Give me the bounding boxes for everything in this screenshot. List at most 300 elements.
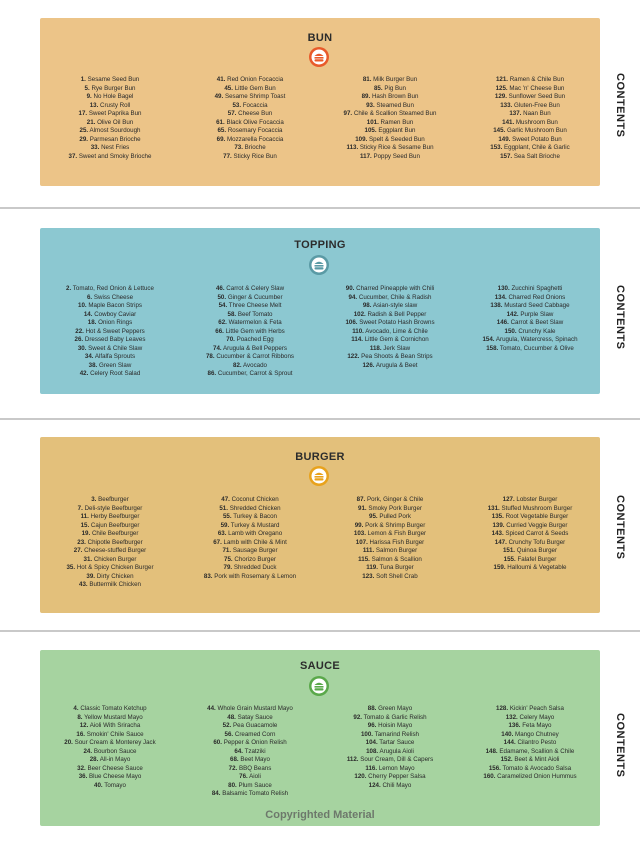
recipe-number: 69. [216, 135, 226, 143]
recipe-number: 11. [80, 513, 89, 520]
recipe-entry[interactable] [460, 144, 600, 153]
recipe-entry[interactable] [40, 714, 180, 723]
recipe-name: Carrot & Beet Slaw [510, 319, 564, 326]
recipe-name: Avocado, Lime & Chile [365, 327, 428, 335]
recipe-entry[interactable] [320, 782, 460, 791]
recipe-number: 10. [78, 302, 87, 309]
recipe-name: Cucumber & Carrot Ribbons [216, 353, 295, 360]
recipe-entry[interactable] [320, 496, 460, 505]
recipe-entry[interactable] [320, 294, 460, 303]
recipe-entry[interactable] [460, 153, 600, 162]
recipe-number: 49. [214, 93, 224, 100]
recipe-number: 131. [487, 504, 500, 512]
recipe-entry[interactable] [180, 285, 320, 294]
recipe-entry[interactable] [320, 556, 460, 565]
recipe-entry[interactable] [40, 731, 180, 740]
recipe-entry[interactable] [460, 345, 600, 354]
recipe-name: Sour Cream, Dill & Capers [360, 756, 434, 763]
recipe-number: 132. [505, 713, 518, 721]
recipe-number: 30. [77, 344, 87, 352]
recipe-entry[interactable] [40, 93, 180, 102]
recipe-entry[interactable] [460, 294, 600, 303]
contents-column [460, 285, 600, 379]
recipe-number: 41. [216, 76, 226, 83]
recipe-entry[interactable] [40, 773, 180, 782]
recipe-number: 40. [94, 781, 103, 789]
recipe-name: Hoisin Mayo [378, 722, 413, 729]
section-divider [0, 630, 640, 632]
recipe-entry[interactable] [460, 773, 600, 782]
recipe-number: 115. [358, 555, 370, 563]
recipe-number: 145. [493, 127, 506, 134]
recipe-name: Chicken Burger [93, 555, 137, 563]
recipe-entry[interactable] [320, 513, 460, 522]
recipe-name: Charred Pineapple with Chili [356, 285, 435, 292]
recipe-name: Creamed Corn [234, 730, 276, 738]
recipe-entry[interactable] [40, 513, 180, 522]
recipe-number: 110. [352, 327, 364, 335]
contents-column [40, 76, 180, 161]
recipe-name: Aioli [249, 773, 261, 780]
recipe-number: 82. [233, 361, 242, 369]
recipe-name: Satay Sauce [237, 713, 273, 721]
recipe-entry[interactable] [320, 85, 460, 94]
recipe-name: Beer Cheese Sauce [87, 764, 143, 772]
recipe-entry[interactable] [460, 530, 600, 539]
recipe-name: Stuffed Mushroom Burger [501, 504, 573, 512]
recipe-entry[interactable] [180, 85, 320, 94]
recipe-entry[interactable] [40, 85, 180, 94]
recipe-name: Whole Grain Mustard Mayo [217, 705, 293, 712]
recipe-entry[interactable] [180, 76, 320, 85]
recipe-name: Carrot & Celery Slaw [226, 285, 285, 292]
contents-side-label: CONTENTS [614, 712, 626, 778]
recipe-entry[interactable] [180, 539, 320, 548]
recipe-entry[interactable] [460, 722, 600, 731]
recipe-entry[interactable] [460, 119, 600, 128]
recipe-entry[interactable] [320, 714, 460, 723]
recipe-entry[interactable] [460, 76, 600, 85]
recipe-entry[interactable] [460, 756, 600, 765]
recipe-name: Deli-style Beefburger [84, 504, 143, 512]
recipe-name: Mushroom Bun [515, 118, 558, 126]
recipe-entry[interactable] [40, 76, 180, 85]
recipe-entry[interactable] [40, 547, 180, 556]
recipe-entry[interactable] [40, 748, 180, 757]
recipe-entry[interactable] [460, 110, 600, 119]
recipe-entry[interactable] [40, 119, 180, 128]
recipe-name: Smokin' Chile Sauce [86, 730, 144, 738]
recipe-number: 92. [353, 713, 363, 721]
recipe-number: 128. [496, 705, 509, 712]
recipe-number: 78. [205, 353, 215, 360]
recipe-number: 39. [86, 572, 96, 580]
recipe-entry[interactable] [40, 345, 180, 354]
recipe-number: 152. [500, 756, 513, 763]
recipe-entry[interactable] [40, 328, 180, 337]
recipe-number: 48. [227, 713, 236, 721]
recipe-entry[interactable] [460, 319, 600, 328]
recipe-number: 153. [490, 144, 503, 151]
recipe-name: Tuna Burger [379, 564, 414, 571]
recipe-name: Balsamic Tomato Relish [222, 790, 289, 797]
recipe-entry[interactable] [460, 522, 600, 531]
recipe-entry[interactable] [180, 319, 320, 328]
recipe-number: 20. [64, 739, 73, 746]
recipe-entry[interactable] [320, 573, 460, 582]
recipe-name: Arugula Aioli [379, 747, 414, 755]
recipe-name: Arugula & Beet [375, 361, 418, 369]
recipe-number: 138. [490, 302, 503, 309]
recipe-entry[interactable] [320, 336, 460, 345]
recipe-entry[interactable] [180, 505, 320, 514]
recipe-entry[interactable] [40, 739, 180, 748]
recipe-entry[interactable] [460, 102, 600, 111]
recipe-name: Classic Tomato Ketchup [80, 705, 147, 712]
recipe-entry[interactable] [180, 336, 320, 345]
recipe-entry[interactable] [320, 564, 460, 573]
recipe-name: Almost Sourdough [89, 127, 141, 134]
recipe-name: Smoky Pork Burger [368, 504, 422, 512]
recipe-name: Mac 'n' Cheese Bun [509, 84, 565, 92]
recipe-entry[interactable] [320, 319, 460, 328]
recipe-entry[interactable] [180, 782, 320, 791]
recipe-name: Shredded Chicken [229, 504, 281, 512]
recipe-entry[interactable] [180, 328, 320, 337]
recipe-entry[interactable] [180, 144, 320, 153]
recipe-entry[interactable] [40, 765, 180, 774]
section-divider [0, 207, 640, 209]
recipe-name: Celery Root Salad [90, 370, 141, 377]
recipe-entry[interactable] [40, 581, 180, 590]
recipe-entry[interactable] [460, 93, 600, 102]
recipe-entry[interactable] [460, 539, 600, 548]
recipe-entry[interactable] [180, 136, 320, 145]
recipe-entry[interactable] [180, 722, 320, 731]
recipe-number: 118. [369, 344, 382, 352]
contents-column [40, 705, 180, 799]
recipe-name: Zucchini Spaghetti [511, 285, 563, 292]
recipe-entry[interactable] [40, 336, 180, 345]
recipe-entry[interactable] [320, 731, 460, 740]
recipe-number: 134. [494, 293, 507, 301]
contents-column [180, 76, 320, 161]
recipe-number: 107. [355, 538, 368, 546]
recipe-entry[interactable] [40, 556, 180, 565]
recipe-entry[interactable] [180, 119, 320, 128]
contents-column [40, 285, 180, 379]
recipe-entry[interactable] [180, 353, 320, 362]
contents-columns [40, 705, 600, 799]
recipe-entry[interactable] [180, 513, 320, 522]
recipe-entry[interactable] [320, 119, 460, 128]
recipe-entry[interactable] [40, 573, 180, 582]
recipe-entry[interactable] [320, 739, 460, 748]
contents-column [460, 76, 600, 161]
recipe-entry[interactable] [460, 127, 600, 136]
recipe-number: 119. [366, 564, 378, 571]
recipe-name: Arugula & Bell Peppers [223, 344, 287, 352]
recipe-entry[interactable] [320, 110, 460, 119]
recipe-number: 54. [218, 302, 228, 309]
recipe-number: 76. [239, 773, 248, 780]
sauce-icon [308, 675, 330, 697]
recipe-name: Sesame Seed Bun [87, 76, 140, 83]
recipe-entry[interactable] [40, 564, 180, 573]
recipe-number: 50. [217, 293, 227, 301]
recipe-entry[interactable] [180, 705, 320, 714]
recipe-number: 2. [66, 285, 72, 292]
recipe-entry[interactable] [320, 153, 460, 162]
recipe-entry[interactable] [40, 362, 180, 371]
recipe-entry[interactable] [320, 505, 460, 514]
recipe-entry[interactable] [320, 93, 460, 102]
recipe-entry[interactable] [180, 714, 320, 723]
recipe-entry[interactable] [40, 530, 180, 539]
recipe-number: 111. [362, 547, 375, 554]
recipe-number: 140. [501, 730, 514, 738]
watermark-bottom: Copyrighted Material [265, 809, 375, 821]
recipe-number: 147. [494, 538, 507, 546]
recipe-entry[interactable] [460, 136, 600, 145]
recipe-number: 34. [84, 353, 94, 360]
recipe-name: Harissa Fish Burger [369, 538, 425, 546]
recipe-entry[interactable] [460, 336, 600, 345]
recipe-number: 36. [78, 773, 88, 780]
recipe-name: Charred Red Onions [508, 293, 566, 301]
recipe-entry[interactable] [180, 522, 320, 531]
recipe-entry[interactable] [40, 144, 180, 153]
recipe-name: Green Mayo [378, 705, 413, 712]
recipe-name: Falafel Burger [517, 555, 557, 563]
recipe-name: Shredded Duck [233, 564, 277, 571]
recipe-name: Turkey & Bacon [233, 513, 277, 520]
recipe-name: Beefburger [98, 496, 129, 503]
recipe-number: 85. [373, 84, 383, 92]
recipe-entry[interactable] [320, 136, 460, 145]
recipe-number: 155. [503, 555, 516, 563]
recipe-entry[interactable] [180, 765, 320, 774]
recipe-entry[interactable] [180, 556, 320, 565]
recipe-entry[interactable] [40, 319, 180, 328]
recipe-entry[interactable] [460, 556, 600, 565]
recipe-entry[interactable] [40, 722, 180, 731]
recipe-entry[interactable] [180, 731, 320, 740]
recipe-entry[interactable] [460, 285, 600, 294]
recipe-entry[interactable] [460, 748, 600, 757]
recipe-name: Milk Burger Bun [373, 76, 418, 83]
recipe-entry[interactable] [40, 782, 180, 791]
recipe-number: 9. [86, 93, 92, 100]
recipe-entry[interactable] [460, 513, 600, 522]
recipe-name: Sticky Rice & Sesame Bun [359, 144, 434, 151]
recipe-entry[interactable] [180, 748, 320, 757]
recipe-entry[interactable] [320, 127, 460, 136]
recipe-entry[interactable] [320, 285, 460, 294]
recipe-entry[interactable] [40, 505, 180, 514]
recipe-number: 88. [367, 705, 377, 712]
recipe-name: Parmesan Brioche [89, 135, 141, 143]
recipe-number: 32. [77, 764, 86, 772]
recipe-name: Beef Tomato [237, 310, 273, 318]
recipe-number: 98. [362, 302, 372, 309]
recipe-number: 114. [351, 336, 363, 343]
recipe-name: Turkey & Mustard [230, 521, 280, 529]
recipe-number: 29. [79, 135, 88, 143]
recipe-entry[interactable] [40, 353, 180, 362]
recipe-number: 100. [360, 730, 374, 738]
recipe-entry[interactable] [180, 102, 320, 111]
recipe-name: Cheese Bun [238, 110, 273, 117]
recipe-entry[interactable] [180, 739, 320, 748]
recipe-number: 86. [207, 370, 217, 377]
recipe-entry[interactable] [320, 102, 460, 111]
recipe-entry[interactable] [460, 564, 600, 573]
recipe-number: 67. [213, 538, 222, 546]
recipe-number: 35. [66, 564, 76, 571]
recipe-number: 7. [77, 504, 83, 512]
recipe-entry[interactable] [460, 714, 600, 723]
recipe-number: 95. [369, 513, 378, 520]
recipe-entry[interactable] [180, 564, 320, 573]
recipe-number: 117. [360, 152, 372, 160]
recipe-name: Lamb with Oregano [228, 530, 283, 537]
recipe-entry[interactable] [460, 496, 600, 505]
recipe-entry[interactable] [460, 731, 600, 740]
recipe-entry[interactable] [180, 153, 320, 162]
recipe-entry[interactable] [40, 136, 180, 145]
recipe-entry[interactable] [320, 362, 460, 371]
recipe-name: Jerk Slaw [383, 344, 411, 352]
recipe-name: Sour Cream & Monterey Jack [74, 739, 156, 746]
recipe-entry[interactable] [180, 756, 320, 765]
recipe-name: Cilantro Pesto [517, 739, 557, 746]
recipe-entry[interactable] [320, 522, 460, 531]
recipe-entry[interactable] [460, 765, 600, 774]
recipe-entry[interactable] [180, 573, 320, 582]
recipe-entry[interactable] [40, 705, 180, 714]
recipe-name: Chorizo Burger [234, 555, 276, 563]
recipe-entry[interactable] [180, 345, 320, 354]
recipe-number: 130. [497, 285, 510, 292]
recipe-entry[interactable] [40, 294, 180, 303]
recipe-entry[interactable] [40, 102, 180, 111]
recipe-entry[interactable] [180, 362, 320, 371]
recipe-number: 24. [83, 747, 93, 755]
recipe-entry[interactable] [320, 547, 460, 556]
recipe-number: 120. [354, 773, 367, 780]
recipe-name: Root Vegetable Burger [505, 513, 569, 520]
recipe-entry[interactable] [320, 76, 460, 85]
recipe-number: 160. [483, 773, 496, 780]
recipe-entry[interactable] [40, 285, 180, 294]
recipe-number: 125. [495, 84, 508, 92]
recipe-entry[interactable] [460, 739, 600, 748]
recipe-entry[interactable] [460, 505, 600, 514]
contents-side-label: CONTENTS [614, 72, 626, 138]
recipe-name: Pork, Ginger & Chile [366, 496, 424, 503]
recipe-name: Sea Salt Brioche [513, 152, 560, 160]
recipe-entry[interactable] [180, 530, 320, 539]
recipe-number: 75. [224, 555, 233, 563]
recipe-entry[interactable] [40, 110, 180, 119]
recipe-entry[interactable] [320, 705, 460, 714]
recipe-entry[interactable] [320, 302, 460, 311]
recipe-entry[interactable] [460, 85, 600, 94]
recipe-entry[interactable] [180, 311, 320, 320]
recipe-entry[interactable] [180, 302, 320, 311]
recipe-entry[interactable] [460, 302, 600, 311]
recipe-entry[interactable] [180, 547, 320, 556]
recipe-entry[interactable] [40, 127, 180, 136]
recipe-number: 12. [79, 722, 89, 729]
recipe-entry[interactable] [460, 328, 600, 337]
recipe-entry[interactable] [320, 144, 460, 153]
recipe-name: Halloumi & Vegetable [507, 564, 567, 571]
recipe-number: 84. [211, 790, 221, 797]
recipe-entry[interactable] [40, 302, 180, 311]
recipe-name: Sticky Rice Bun [233, 152, 277, 160]
recipe-entry[interactable] [40, 522, 180, 531]
recipe-name: Dirty Chicken [96, 572, 134, 580]
recipe-name: Three Cheese Melt [228, 302, 282, 309]
recipe-entry[interactable] [320, 311, 460, 320]
recipe-entry[interactable] [460, 705, 600, 714]
recipe-name: Eggplant, Chile & Garlic [504, 144, 570, 151]
recipe-entry[interactable] [40, 756, 180, 765]
recipe-entry[interactable] [40, 539, 180, 548]
recipe-entry[interactable] [40, 370, 180, 379]
recipe-entry[interactable] [320, 539, 460, 548]
recipe-number: 73. [234, 144, 243, 151]
recipe-entry[interactable] [180, 370, 320, 379]
recipe-entry[interactable] [320, 748, 460, 757]
recipe-entry[interactable] [180, 110, 320, 119]
recipe-entry[interactable] [320, 328, 460, 337]
recipe-name: Lemon & Fish Burger [367, 530, 427, 537]
recipe-entry[interactable] [180, 496, 320, 505]
recipe-name: Spiced Carrot & Seeds [505, 530, 569, 537]
recipe-entry[interactable] [320, 756, 460, 765]
recipe-entry[interactable] [320, 773, 460, 782]
recipe-entry[interactable] [460, 311, 600, 320]
recipe-entry[interactable] [180, 127, 320, 136]
contents-column [320, 76, 460, 161]
recipe-entry[interactable] [40, 153, 180, 162]
recipe-number: 33. [90, 144, 100, 151]
recipe-name: Spelt & Seeded Bun [369, 135, 425, 143]
recipe-entry[interactable] [180, 790, 320, 799]
recipe-entry[interactable] [180, 93, 320, 102]
recipe-name: Pulled Pork [379, 513, 411, 520]
recipe-entry[interactable] [320, 530, 460, 539]
recipe-entry[interactable] [40, 311, 180, 320]
recipe-entry[interactable] [180, 773, 320, 782]
recipe-entry[interactable] [320, 345, 460, 354]
recipe-entry[interactable] [320, 353, 460, 362]
recipe-number: 113. [346, 144, 359, 151]
recipe-entry[interactable] [320, 722, 460, 731]
recipe-entry[interactable] [320, 765, 460, 774]
recipe-name: Chipotle Beefburger [87, 538, 143, 546]
recipe-name: Bourbon Sauce [93, 747, 137, 755]
recipe-number: 129. [494, 93, 507, 100]
recipe-entry[interactable] [180, 294, 320, 303]
recipe-name: Steamed Bun [376, 101, 414, 109]
recipe-entry[interactable] [460, 547, 600, 556]
section-title: BURGER [295, 451, 345, 463]
recipe-entry[interactable] [40, 496, 180, 505]
